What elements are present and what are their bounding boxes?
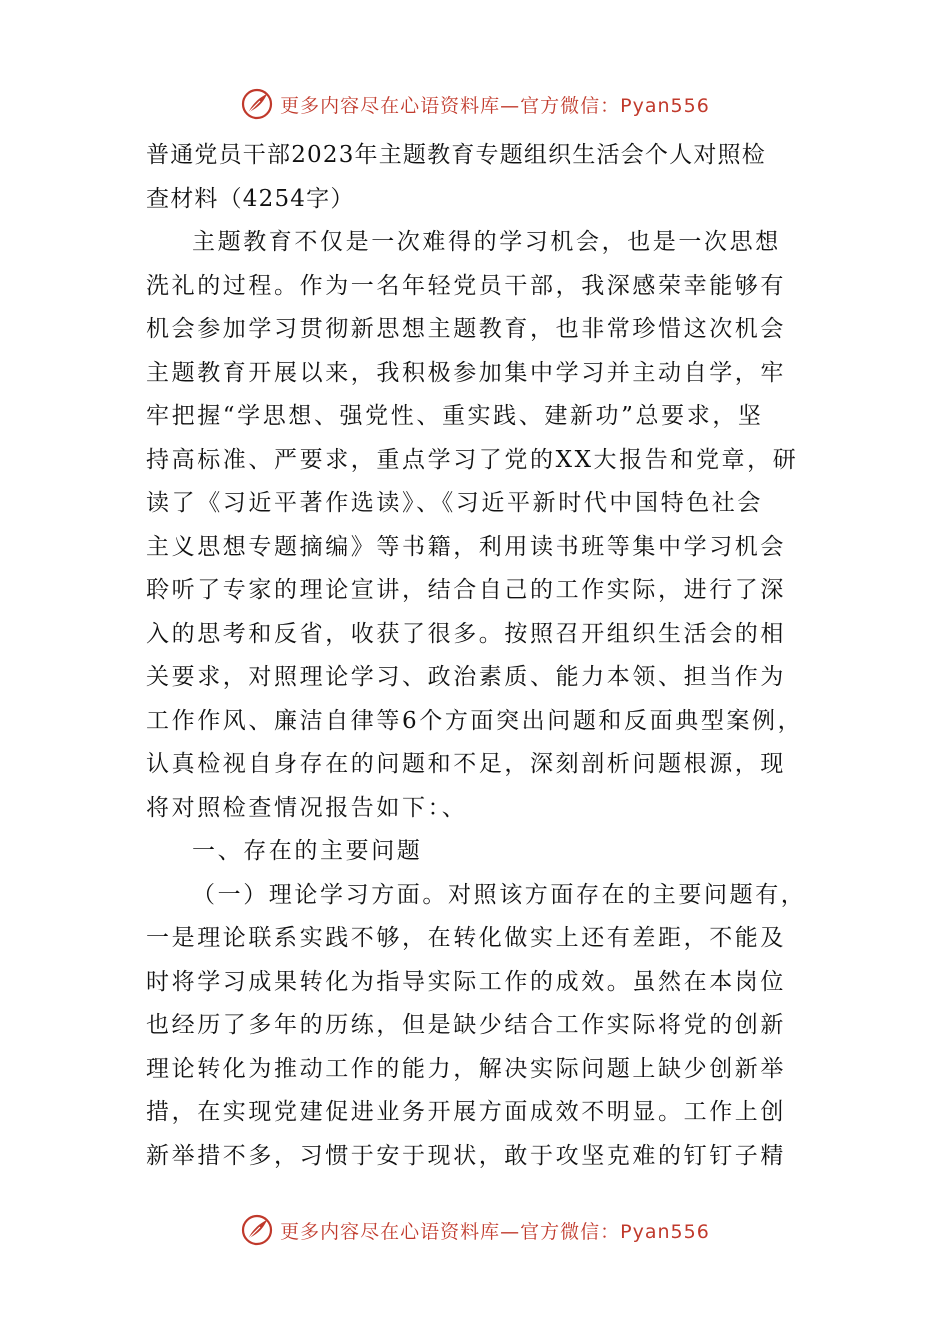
document-title-line: 普通党员干部2023年主题教育专题组织生活会个人对照检 (146, 142, 766, 168)
paragraph-line: 持高标准、严要求，重点学习了党的XX大报告和党章，研 (146, 446, 799, 473)
paragraph-line: 机会参加学习贯彻新思想主题教育，也非常珍惜这次机会 (146, 316, 786, 342)
paragraph-line: 措，在实现党建促进业务开展方面成效不明显。工作上创 (146, 1099, 786, 1125)
footer-watermark (0, 1210, 950, 1250)
paragraph-line: 将对照检查情况报告如下：、 (146, 794, 468, 821)
paragraph-line: 主题教育不仅是一次难得的学习机会，也是一次思想 (192, 229, 781, 255)
paragraph-line: 时将学习成果转化为指导实际工作的成效。虽然在本岗位 (146, 968, 786, 995)
feather-pen-logo-icon (240, 87, 274, 121)
paragraph-line: 理论转化为推动工作的能力，解决实际问题上缺少创新举 (146, 1055, 786, 1082)
header-watermark (0, 84, 950, 124)
paragraph-line: 也经历了多年的历练，但是缺少结合工作实际将党的创新 (146, 1012, 786, 1038)
paragraph-line: （一）理论学习方面。对照该方面存在的主要问题有， (192, 881, 807, 908)
paragraph-line: 主义思想专题摘编》等书籍，利用读书班等集中学习机会 (146, 533, 786, 560)
paragraph-line: 一是理论联系实践不够，在转化做实上还有差距，不能及 (146, 925, 786, 951)
paragraph-line: 主题教育开展以来，我积极参加集中学习并主动自学，牢 (146, 359, 786, 386)
watermark-text: 更多内容尽在心语资料库—官方微信：Pyan556 (280, 1220, 710, 1243)
paragraph-line: 认真检视自身存在的问题和不足，深刻剖析问题根源，现 (146, 751, 786, 777)
section-heading: 一、存在的主要问题 (192, 838, 423, 864)
document-title-line: 查材料（4254字） (146, 185, 355, 212)
paragraph-line: 牢把握“学思想、强党性、重实践、建新功”总要求，坚 (146, 403, 764, 429)
feather-pen-logo-icon (240, 1213, 274, 1247)
document-body (146, 134, 811, 1178)
paragraph-line: 工作作风、廉洁自律等6个方面突出问题和反面典型案例， (146, 707, 804, 734)
paragraph-line: 读了《习近平著作选读》、《习近平新时代中国特色社会 (146, 490, 763, 516)
paragraph-line: 聆听了专家的理论宣讲，结合自己的工作实际，进行了深 (146, 577, 786, 603)
paragraph-line: 新举措不多，习惯于安于现状，敢于攻坚克难的钉钉子精 (146, 1142, 786, 1169)
paragraph-line: 关要求，对照理论学习、政治素质、能力本领、担当作为 (146, 664, 786, 690)
watermark-text: 更多内容尽在心语资料库—官方微信：Pyan556 (280, 94, 710, 117)
paragraph-line: 洗礼的过程。作为一名年轻党员干部，我深感荣幸能够有 (146, 272, 786, 299)
paragraph-line: 入的思考和反省，收获了很多。按照召开组织生活会的相 (146, 620, 786, 647)
